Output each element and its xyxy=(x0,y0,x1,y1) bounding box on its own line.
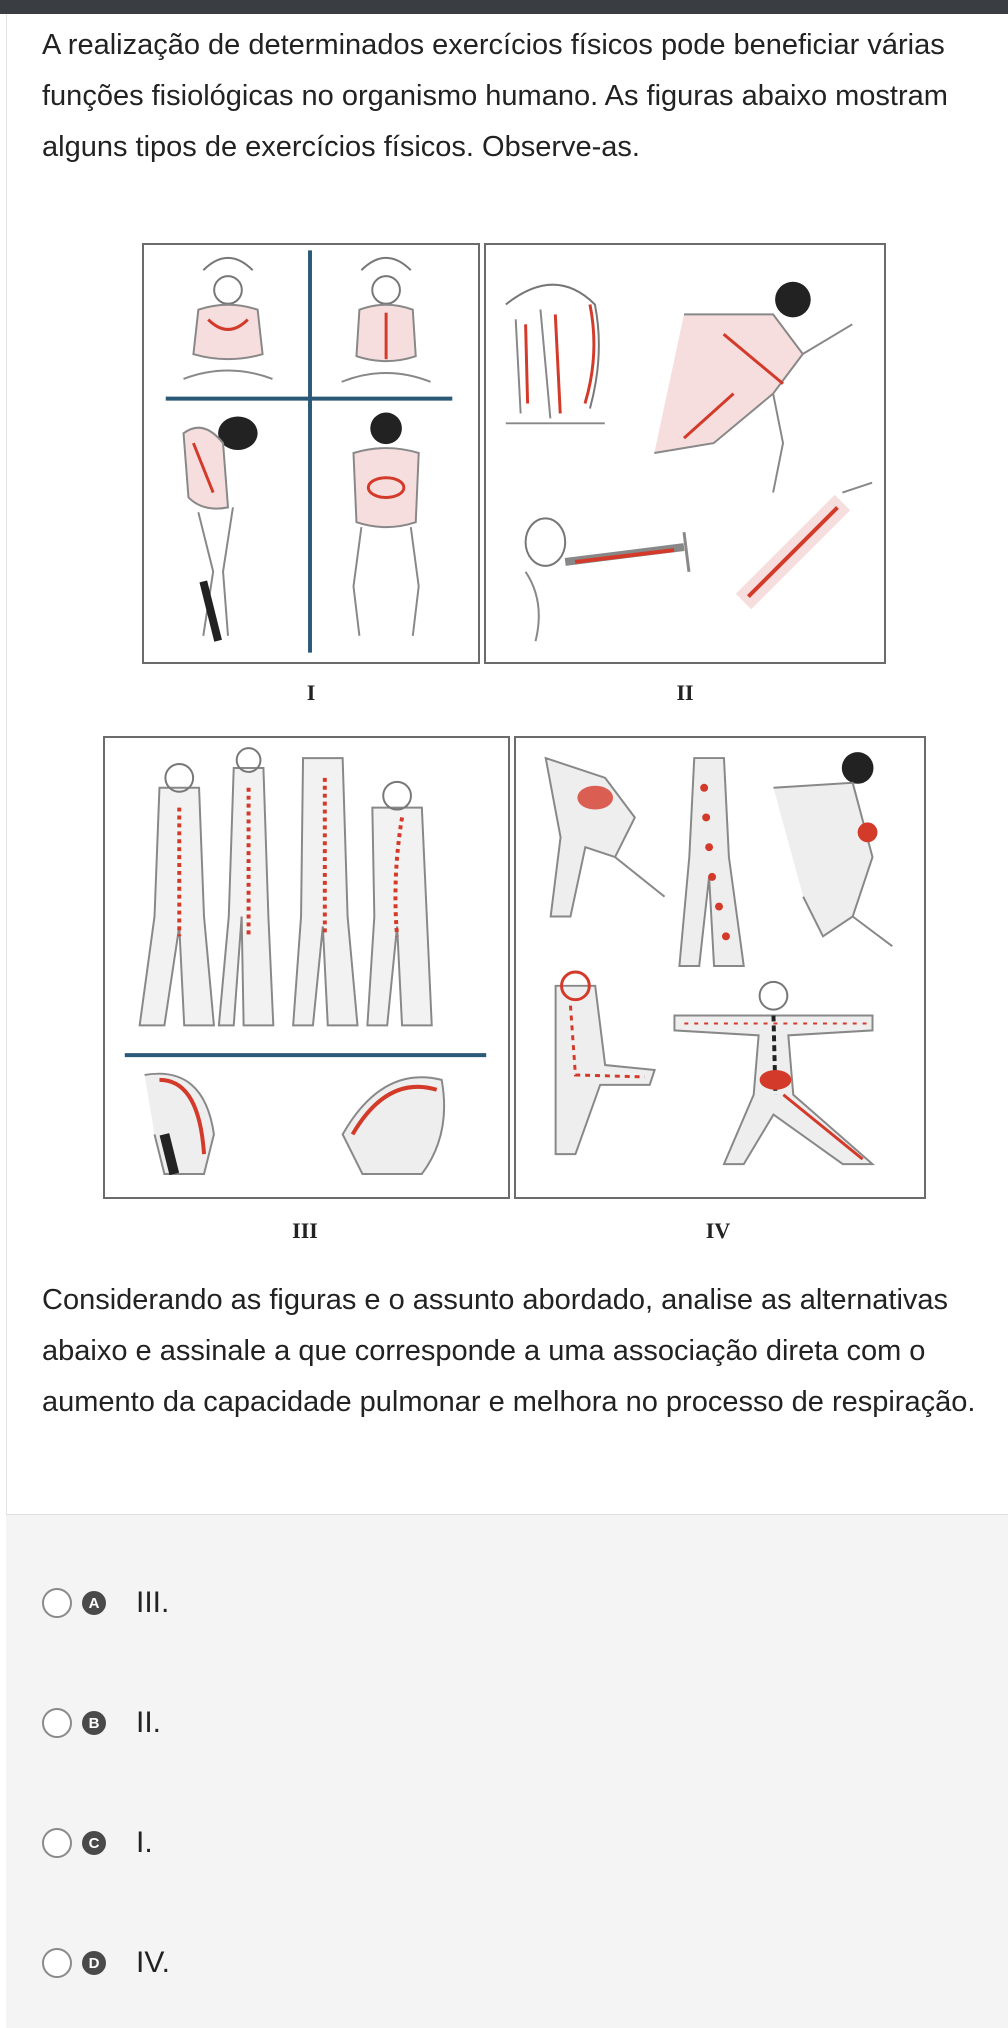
figure-iv-image xyxy=(514,736,926,1199)
figure-ii-illustration xyxy=(486,245,884,662)
option-d[interactable] xyxy=(42,1933,942,1993)
question-intro: A realização de determinados exercícios físicos pode beneficiar várias funções fisiológicas no organismo humano. As figuras abaixo mostram alguns tipos de exercícios físicos. Observe-as. xyxy=(42,29,948,163)
option-letter-badge: B xyxy=(82,1711,106,1735)
radio-button[interactable] xyxy=(42,1588,72,1618)
figure-iv-illustration xyxy=(516,738,924,1197)
figure-iii-label: III xyxy=(292,1218,318,1243)
option-letter-badge: C xyxy=(82,1831,106,1855)
option-c[interactable] xyxy=(42,1813,942,1873)
top-bar xyxy=(0,0,1008,14)
option-b[interactable] xyxy=(42,1693,942,1753)
left-border xyxy=(6,14,7,1514)
radio-button[interactable] xyxy=(42,1708,72,1738)
figure-ii-image xyxy=(484,243,886,664)
radio-button[interactable] xyxy=(42,1948,72,1978)
question-prompt: Considerando as figuras e o assunto abordado, analise as alternativas abaixo e assinale a que corresponde a uma associação direta com o aumento da capacidade pulmonar e melhora no processo de respiração. xyxy=(42,1284,976,1418)
figure-i-image xyxy=(142,243,480,664)
figure-iii-image xyxy=(103,736,510,1199)
figure-i-illustration xyxy=(144,245,478,662)
option-text: III. xyxy=(136,1586,170,1619)
option-text: II. xyxy=(136,1706,162,1739)
figure-iv-label: IV xyxy=(705,1218,731,1243)
figure-ii-label: II xyxy=(676,680,694,705)
option-letter-badge: D xyxy=(82,1951,106,1975)
radio-button[interactable] xyxy=(42,1828,72,1858)
answer-options xyxy=(6,1514,1008,2028)
option-text: I. xyxy=(136,1826,153,1859)
figure-iii-illustration xyxy=(105,738,508,1197)
option-letter-badge: A xyxy=(82,1591,106,1615)
figure-i-label: I xyxy=(306,680,316,705)
option-a[interactable] xyxy=(42,1573,942,1633)
option-text: IV. xyxy=(136,1946,170,1979)
